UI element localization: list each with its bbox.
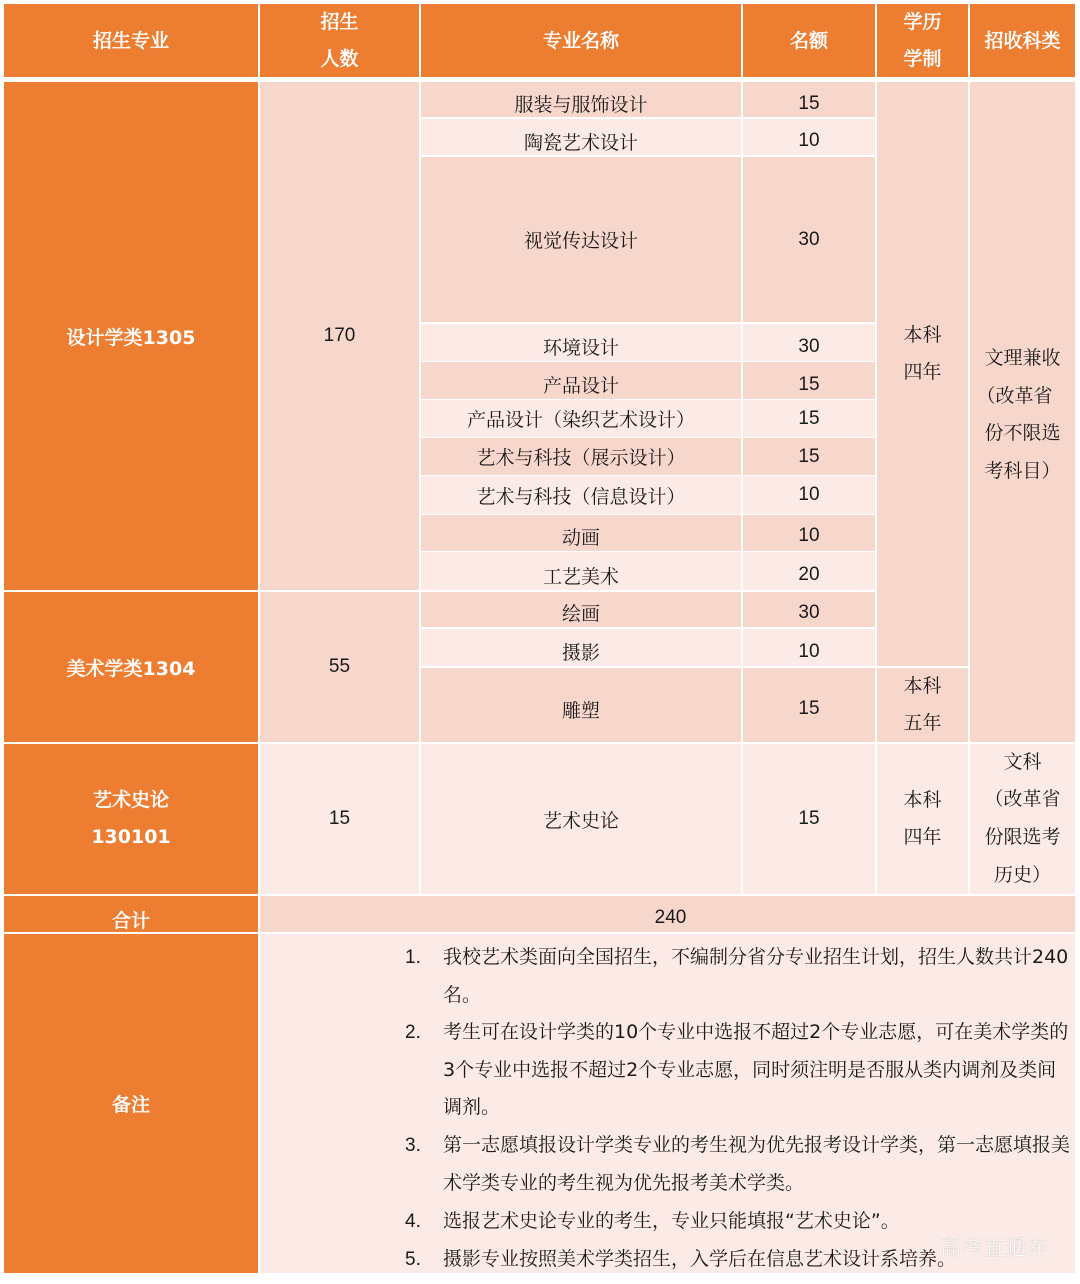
edu-bachelor-4yr-history [877, 744, 968, 894]
program-name: 视觉传达设计 [421, 157, 741, 322]
header-edu-line2: 学制 [903, 47, 942, 70]
group-design-count-value: 170 [323, 325, 356, 346]
program-name: 环境设计 [421, 324, 741, 361]
note-text: 选报艺术史论专业的考生，专业只能填报“艺术史论”。 [443, 1210, 900, 1232]
subject-line: 考科目） [984, 460, 1061, 483]
program-name: 雕塑 [421, 668, 741, 742]
program-quota: 15 [743, 438, 875, 475]
subject-line: 历史） [993, 863, 1051, 886]
group-art-history-count [260, 744, 419, 894]
program-name: 艺术与科技（展示设计） [421, 438, 741, 475]
header-major [4, 4, 258, 77]
header-enroll-line2: 人数 [320, 47, 359, 70]
group-art-history [4, 744, 258, 894]
note-text: 摄影专业按照美术学类招生，入学后在信息艺术设计系培养。 [443, 1248, 957, 1270]
watermark: 高考直通车 [940, 1236, 1050, 1260]
program-quota: 10 [743, 629, 875, 666]
total-label-text: 合计 [111, 909, 150, 932]
group-fine-arts-count [260, 592, 419, 742]
program-name: 艺术史论 [421, 744, 741, 894]
header-major-label: 招生专业 [92, 29, 169, 52]
subject-line: 文理兼收 [984, 347, 1061, 369]
header-program-name-label: 专业名称 [542, 29, 619, 52]
note-item [405, 1127, 1070, 1202]
subject-line: （改革省 [976, 384, 1053, 407]
note-number: 3. [405, 1135, 421, 1156]
note-text: 我校艺术类面向全国招生，不编制分省分专业招生计划，招生人数共计240名。 [443, 946, 1069, 1006]
group-art-history-label: 艺术史论 [92, 789, 169, 811]
subject-line: 文科 [1003, 750, 1042, 773]
group-design [4, 82, 258, 590]
header-quota-label: 名额 [789, 29, 828, 52]
total-value-text: 240 [654, 907, 687, 928]
group-design-label: 设计学类1305 [66, 326, 196, 349]
edu-line1: 本科 [903, 675, 942, 697]
program-quota: 15 [743, 744, 875, 894]
subject-line: （改革省 [984, 788, 1061, 811]
note-number: 2. [405, 1022, 421, 1043]
notes-label-text: 备注 [111, 1094, 150, 1116]
group-fine-arts-label: 美术学类1304 [66, 657, 196, 680]
edu-line2: 五年 [903, 712, 942, 734]
subject-line: 份限选考 [984, 826, 1061, 848]
program-quota: 30 [743, 324, 875, 361]
subject-arts-science [970, 82, 1075, 742]
program-quota: 20 [743, 552, 875, 590]
edu-bachelor-4yr [877, 82, 968, 666]
header-education [877, 4, 968, 77]
group-fine-arts [4, 592, 258, 742]
header-subject-label: 招收科类 [984, 29, 1061, 52]
program-quota: 10 [743, 515, 875, 551]
group-fine-arts-count-value: 55 [328, 656, 351, 677]
program-name: 产品设计（染织艺术设计） [421, 400, 741, 437]
program-name: 艺术与科技（信息设计） [421, 476, 741, 514]
note-number: 1. [405, 947, 421, 968]
program-quota: 10 [743, 476, 875, 514]
program-name: 摄影 [421, 629, 741, 666]
program-quota: 15 [743, 362, 875, 399]
program-quota: 15 [743, 82, 875, 117]
program-quota: 15 [743, 668, 875, 742]
program-quota: 30 [743, 157, 875, 322]
program-quota: 10 [743, 119, 875, 155]
total-label [4, 896, 258, 932]
group-design-count [260, 82, 419, 590]
note-item [405, 939, 1070, 1014]
subject-line: 份不限选 [984, 422, 1061, 445]
program-name: 工艺美术 [421, 552, 741, 590]
program-name: 动画 [421, 515, 741, 551]
header-enroll-line1: 招生 [320, 10, 359, 33]
header-quota [743, 4, 875, 77]
subject-liberal-arts [970, 744, 1075, 894]
group-art-history-code: 130101 [91, 826, 171, 848]
notes-label [4, 934, 258, 1273]
note-text: 考生可在设计学类的10个专业中选报不超过2个专业志愿，可在美术学类的3个专业中选报不超过2个专业志愿，同时须注明是否服从类内调剂及类间调剂。 [443, 1021, 1069, 1119]
edu-line2: 四年 [903, 361, 942, 383]
program-quota: 30 [743, 592, 875, 627]
group-art-history-count-value: 15 [328, 808, 351, 829]
header-edu-line1: 学历 [903, 10, 942, 33]
note-text: 第一志愿填报设计学类专业的考生视为优先报考设计学类，第一志愿填报美术学类专业的考生视为优先报考美术学类。 [443, 1134, 1071, 1194]
note-number: 4. [405, 1211, 421, 1232]
edu-line2: 四年 [903, 826, 942, 848]
program-name: 陶瓷艺术设计 [421, 119, 741, 155]
program-name: 绘画 [421, 592, 741, 627]
program-quota: 15 [743, 400, 875, 437]
notes-panel [260, 934, 1075, 1273]
edu-line1: 本科 [903, 324, 942, 346]
note-number: 5. [405, 1249, 421, 1270]
edu-line1: 本科 [903, 789, 942, 811]
program-name: 服装与服饰设计 [421, 82, 741, 117]
total-value [260, 896, 1075, 932]
header-enroll-count [260, 4, 419, 77]
edu-bachelor-5yr [877, 668, 968, 742]
note-item [405, 1014, 1070, 1127]
header-subject [970, 4, 1075, 77]
program-name: 产品设计 [421, 362, 741, 399]
header-program-name [421, 4, 741, 77]
